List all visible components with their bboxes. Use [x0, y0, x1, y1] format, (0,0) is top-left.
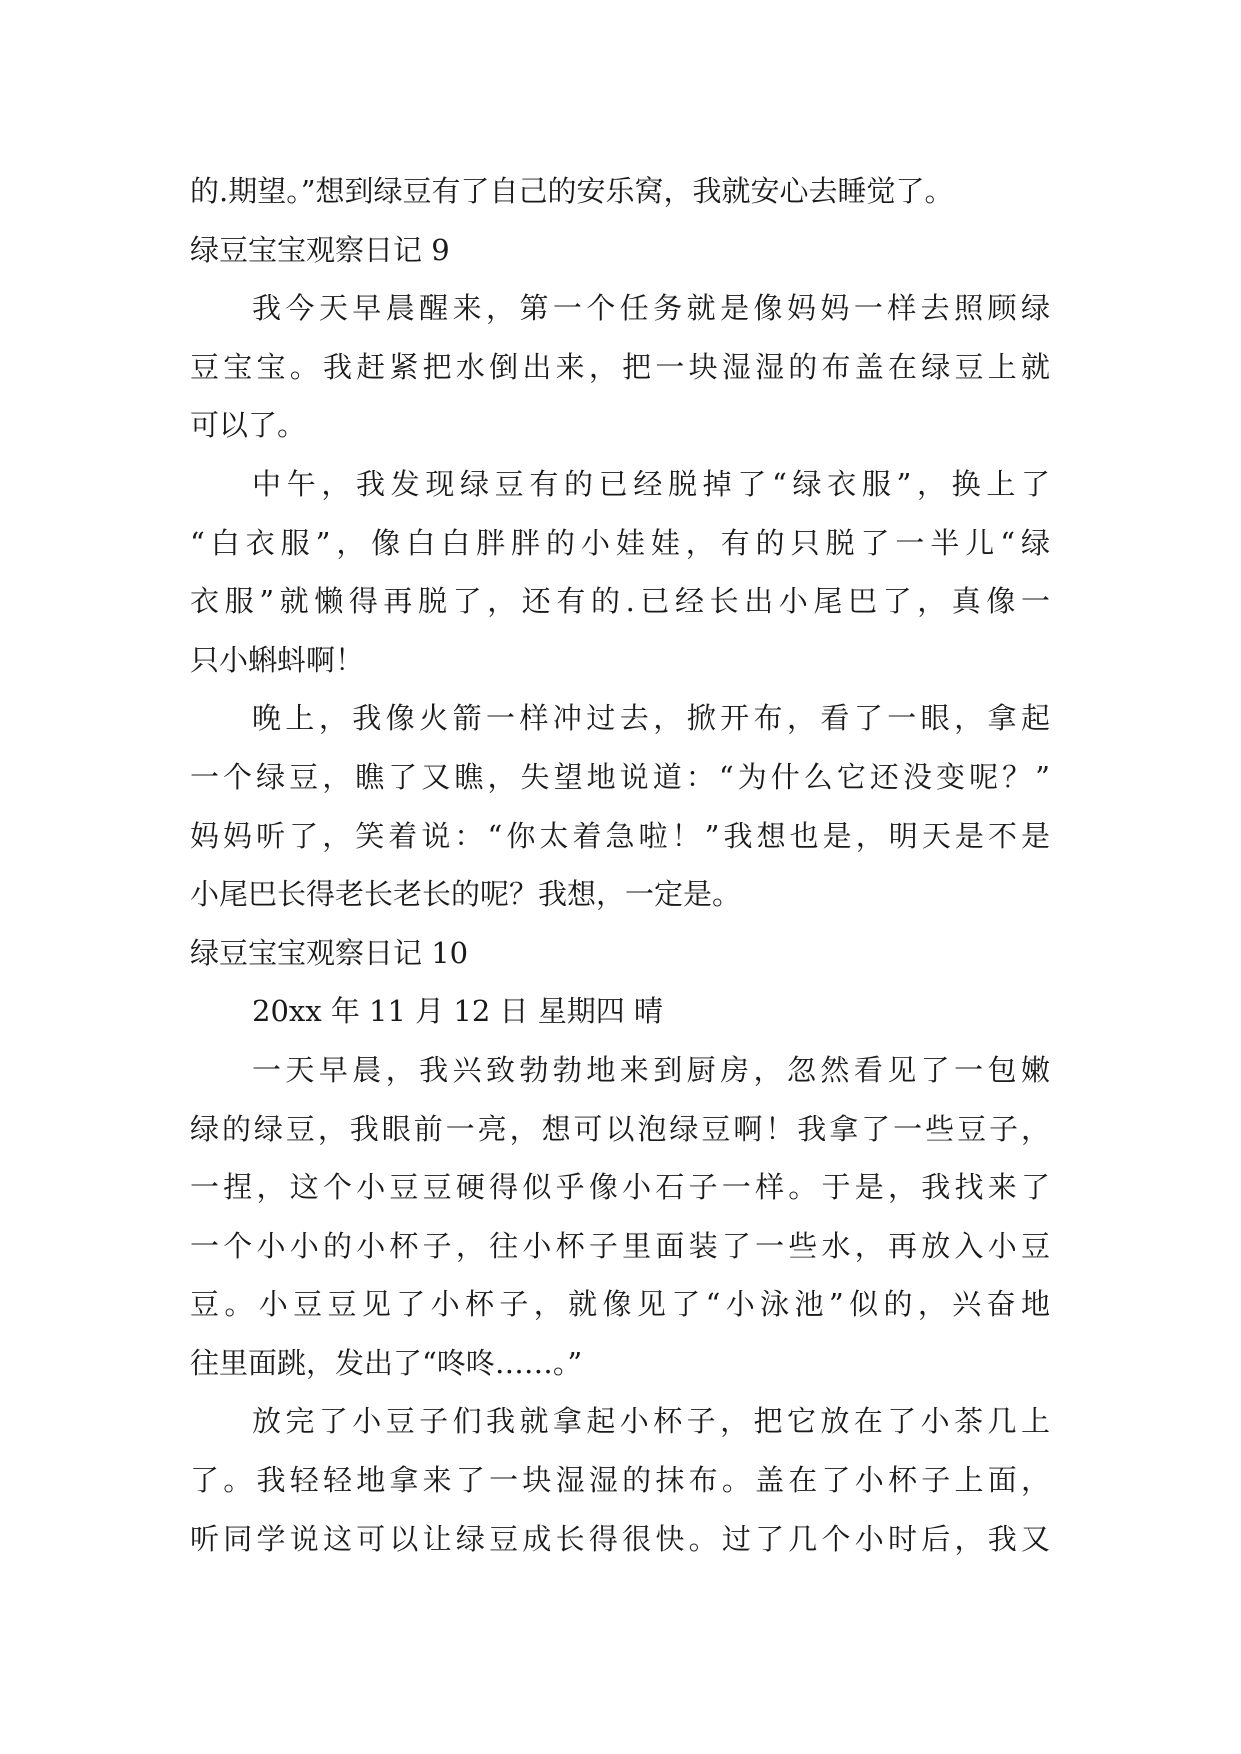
text-line: 我今天早晨醒来，第一个任务就是像妈妈一样去照顾绿 — [252, 291, 1050, 326]
text-line: 的.期望。”想到绿豆有了自己的安乐窝，我就安心去睡觉了。 — [190, 174, 954, 208]
text-line: 放完了小豆子们我就拿起小杯子，把它放在了小茶几上 — [252, 1404, 1050, 1439]
text-line: 一天早晨，我兴致勃勃地来到厨房，忽然看见了一包嫩 — [252, 1052, 1050, 1087]
text-line: 豆宝宝。我赶紧把水倒出来，把一块湿湿的布盖在绿豆上就 — [190, 349, 1050, 384]
date-line: 20xx 年 11 月 12 日 星期四 晴 — [252, 994, 663, 1029]
text-line: 可以了。 — [190, 408, 307, 443]
text-line: 一个小小的小杯子，往小杯子里面装了一些水，再放入小豆 — [190, 1228, 1050, 1263]
text-line: 了。我轻轻地拿来了一块湿湿的抹布。盖在了小杯子上面， — [190, 1463, 1050, 1498]
text-line: 中午，我发现绿豆有的已经脱掉了“绿衣服”，换上了 — [252, 466, 1050, 501]
text-line: “白衣服”，像白白胖胖的小娃娃，有的只脱了一半儿“绿 — [190, 525, 1050, 560]
text-line: 妈妈听了，笑着说：“你太着急啦！”我想也是，明天是不是 — [190, 818, 1050, 853]
section-heading: 绿豆宝宝观察日记 10 — [190, 935, 469, 970]
text-line: 晚上，我像火箭一样冲过去，掀开布，看了一眼，拿起 — [252, 701, 1050, 736]
text-line: 小尾巴长得老长老长的呢？我想，一定是。 — [190, 877, 742, 912]
text-line: 豆。小豆豆见了小杯子，就像见了“小泳池”似的，兴奋地 — [190, 1287, 1050, 1322]
text-line: 一捏，这个小豆豆硬得似乎像小石子一样。于是，我找来了 — [190, 1170, 1050, 1205]
text-line: 听同学说这可以让绿豆成长得很快。过了几个小时后，我又 — [190, 1521, 1050, 1556]
text-line: 绿的绿豆，我眼前一亮，想可以泡绿豆啊！我拿了一些豆子， — [190, 1111, 1050, 1146]
text-line: 往里面跳，发出了“咚咚……。” — [190, 1345, 583, 1380]
text-line: 衣服”就懒得再脱了，还有的.已经长出小尾巴了，真像一 — [190, 584, 1050, 619]
document-body — [190, 162, 1050, 1568]
section-heading: 绿豆宝宝观察日记 9 — [190, 232, 450, 267]
text-line: 只小蝌蚪啊！ — [190, 642, 365, 677]
text-line: 一个绿豆，瞧了又瞧，失望地说道：“为什么它还没变呢？” — [190, 759, 1050, 794]
